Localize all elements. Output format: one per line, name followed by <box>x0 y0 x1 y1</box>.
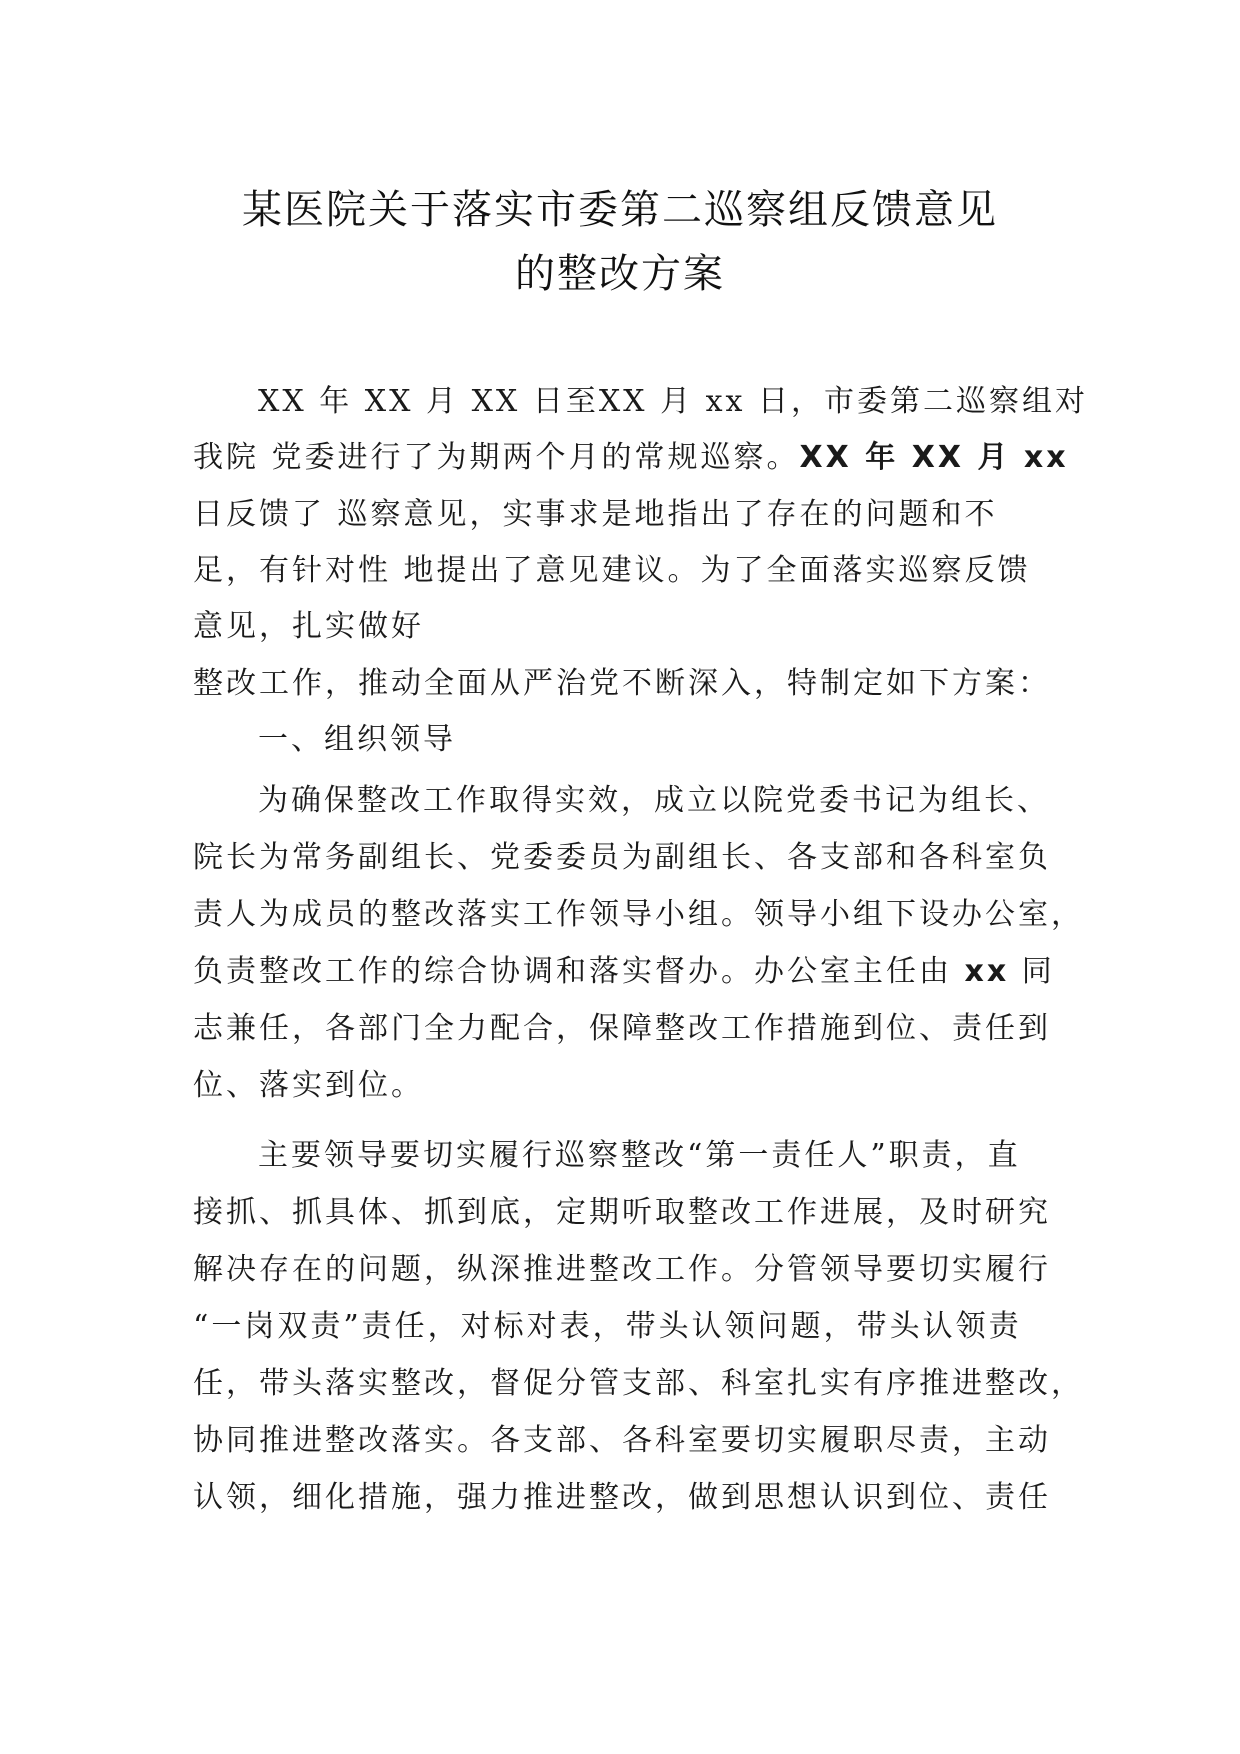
para-1-line-4 <box>193 946 1055 990</box>
para-2-line-3: 解决存在的问题，纵深推进整改工作。分管领导要切实履行 <box>193 1252 1051 1287</box>
para-1-line-6: 位、落实到位。 <box>193 1068 424 1103</box>
intro-line-1: XX 年 XX 月 XX 日至XX 月 xx 日，市委第二巡察组对 <box>258 384 1088 419</box>
para-1-line-4-text: 负责整改工作的综合协调和落实督办。办公室主任由 <box>193 954 965 989</box>
para-2-line-7: 认领，细化措施，强力推进整改，做到思想认识到位、责任 <box>193 1480 1051 1515</box>
para-1-line-5: 志兼任，各部门全力配合，保障整改工作措施到位、责任到 <box>193 1011 1051 1046</box>
para-2-line-6: 协同推进整改落实。各支部、各科室要切实履职尽责，主动 <box>193 1423 1051 1458</box>
intro-line-2 <box>193 432 1069 476</box>
intro-line-2-text: 我院 党委进行了为期两个月的常规巡察。 <box>193 440 800 475</box>
para-1-line-4-tail: 同 <box>1009 954 1055 989</box>
para-1-line-2: 院长为常务副组长、党委委员为副组长、各支部和各科室负 <box>193 840 1051 875</box>
intro-line-5: 意见，扎实做好 <box>193 609 424 644</box>
intro-line-2-date: XX 年 XX 月 xx <box>799 440 1069 475</box>
intro-line-6: 整改工作，推动全面从严治党不断深入，特制定如下方案： <box>193 666 1051 701</box>
intro-line-3: 日反馈了 巡察意见，实事求是地指出了存在的问题和不 <box>193 497 998 532</box>
intro-line-4: 足，有针对性 地提出了意见建议。为了全面落实巡察反馈 <box>193 553 1031 588</box>
document-title-line-2: 的整改方案 <box>515 251 725 297</box>
para-1-line-3: 责人为成员的整改落实工作领导小组。领导小组下设办公室， <box>193 897 1084 932</box>
para-2-line-4: “一岗双责”责任，对标对表，带头认领问题，带头认领责 <box>193 1309 1022 1344</box>
para-2-line-5: 任，带头落实整改，督促分管支部、科室扎实有序推进整改， <box>193 1366 1084 1401</box>
document-title-line-1: 某医院关于落实市委第二巡察组反馈意见 <box>242 187 998 233</box>
para-2-line-2: 接抓、抓具体、抓到底，定期听取整改工作进展，及时研究 <box>193 1195 1051 1230</box>
para-1-line-4-name: xx <box>964 954 1010 989</box>
section-1-heading: 一、组织领导 <box>258 722 456 757</box>
para-1-line-1: 为确保整改工作取得实效，成立以院党委书记为组长、 <box>258 783 1050 818</box>
para-2-line-1: 主要领导要切实履行巡察整改“第一责任人”职责，直 <box>258 1138 1021 1173</box>
